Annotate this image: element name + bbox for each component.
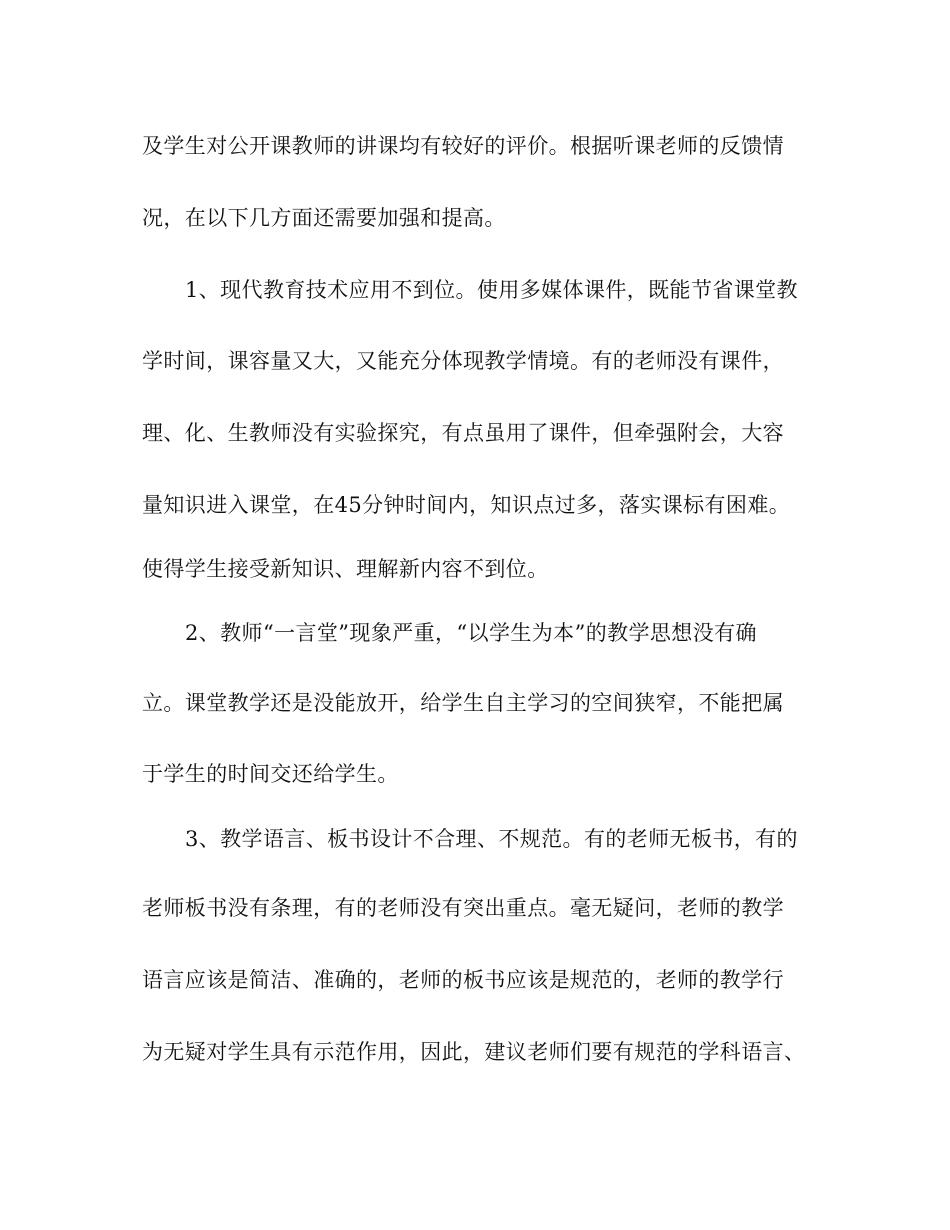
text-line-2: 况，在以下几方面还需要加强和提高。: [142, 206, 506, 230]
text-line-1: 及学生对公开课教师的讲课均有较好的评价。根据听课老师的反馈情: [142, 134, 784, 158]
text-line-14: 为无疑对学生具有示范作用，因此，建议老师们要有规范的学科语言、: [142, 1040, 806, 1064]
text-line-10: 于学生的时间交还给学生。: [142, 762, 399, 786]
text-line-3: 1、现代教育技术应用不到位。使用多媒体课件，既能节省课堂教: [185, 278, 798, 302]
text-line-5: 理、化、生教师没有实验探究，有点虽用了课件，但牵强附会，大容: [142, 421, 784, 445]
text-line-7: 使得学生接受新知识、理解新内容不到位。: [142, 557, 549, 581]
text-line-8: 2、教师“一言堂”现象严重，“以学生为本”的教学思想没有确: [185, 621, 757, 645]
text-line-6: 量知识进入课堂，在45分钟时间内，知识点过多，落实课标有困难。: [142, 493, 791, 517]
text-line-11: 3、教学语言、板书设计不合理、不规范。有的老师无板书，有的: [185, 827, 798, 851]
text-line-9: 立。课堂教学还是没能放开，给学生自主学习的空间狭窄，不能把属: [142, 691, 784, 715]
text-line-13: 语言应该是简洁、准确的，老师的板书应该是规范的，老师的教学行: [142, 968, 784, 992]
text-line-12: 老师板书没有条理，有的老师没有突出重点。毫无疑问，老师的教学: [142, 896, 784, 920]
text-line-4: 学时间，课容量又大，又能充分体现教学情境。有的老师没有课件，: [142, 349, 784, 373]
